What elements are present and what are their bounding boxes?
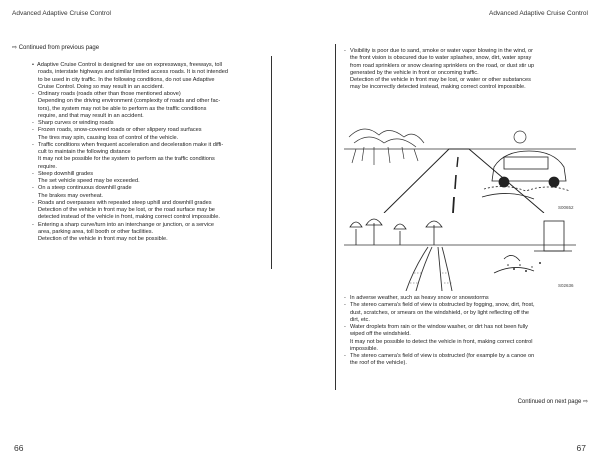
condition-title: - Steep downhill grades [32,170,94,177]
page-number-right: 67 [576,443,586,453]
condition-item [344,295,582,302]
right-top-list [344,48,582,92]
condition-item [344,48,582,92]
condition-item [32,142,264,171]
condition-item [32,185,264,200]
condition-detail: It may not be possible to detect the vehicle in front, making correct control [350,338,533,345]
condition-detail: It may not be possible for the system to perform as the traffic conditions [38,156,215,163]
figure-id-2: S02636 [558,283,574,288]
condition-item [32,222,264,244]
condition-title: - Entering a sharp curve/turn into an interchange or junction, or a service [32,221,214,228]
right-bottom-list [344,295,582,368]
condition-title: - On a steep continuous downhill grade [32,185,132,192]
condition-title: - In adverse weather, such as heavy snow or snowstorms [344,295,489,301]
continued-on-next: Continued on next page ⇨ [517,399,588,405]
intro-paragraph: • Adaptive Cruise Control is designed for use on expressways, freeways, toll roads, interstate highways and similar limited access roads. It is not intended to be used in city traffic. In the following conditions, do not use Adaptive Cruise Control. Doing so may result in an accident. [32,62,228,90]
condition-title-cont: generated by the vehicle in front or oncoming traffic. [350,69,479,76]
condition-title-cont: dust, scratches, or smears on the windshield, or by light reflecting off the [350,309,529,316]
road-spray-illustration [344,117,576,213]
bullet-mark: • [32,62,34,68]
condition-item [32,171,264,186]
condition-title-cont: the roof of the vehicle). [350,360,407,367]
condition-title: - Frozen roads, snow-covered roads or other slippery road surfaces [32,127,202,134]
condition-item [32,91,264,120]
condition-item [32,200,264,222]
condition-item [344,353,582,368]
condition-title: - Ordinary roads (roads other than those mentioned above) [32,91,181,97]
condition-title-cont: cult to maintain the following distance [38,149,131,155]
figure-id-1: S00652 [558,205,574,210]
left-notice-box [22,56,272,269]
snow-dirt-windshield-illustration [344,213,576,291]
condition-title: - The stereo camera's field of view is obstructed (for example by a canoe on [344,353,535,359]
condition-title: - Traffic conditions when frequent acceleration and deceleration make it diffi- [32,141,224,148]
condition-detail: Detection of the vehicle in front may be lost, or the road surface may be [38,207,215,213]
condition-detail: Detection of the vehicle in front may not be possible. [38,236,168,242]
condition-detail: require. [38,163,57,170]
condition-title-cont: wiped off the windshield. [350,331,411,338]
condition-title: - Visibility is poor due to sand, smoke or water vapor blowing in the wind, or [344,48,534,54]
condition-title-cont: area, parking area, toll booth or other facilities. [38,228,154,235]
condition-title: - Sharp curves or winding roads [32,120,114,126]
condition-detail: The brakes may overheat. [38,192,103,199]
continued-from-previous: ⇨ Continued from previous page [12,45,100,51]
condition-item [344,324,582,353]
condition-item [32,127,264,142]
condition-detail: The set vehicle speed may be exceeded. [38,178,140,184]
condition-item [344,302,582,324]
condition-detail: Detection of the vehicle in front may be lost, or water or other substances [350,77,531,83]
condition-item [32,120,264,127]
condition-title: - The stereo camera's field of view is obstructed by fogging, snow, dirt, frost, [344,302,535,309]
condition-detail: may be incorrectly detected instead, making correct control impossible. [350,84,526,91]
left-notice-text [32,62,264,243]
condition-detail: impossible. [350,345,378,352]
condition-title: - Water droplets from rain or the window washer, or dirt has not been fully [344,324,528,330]
condition-title: - Roads and overpasses with repeated steep uphill and downhill grades [32,199,212,206]
right-notice-box [335,44,585,390]
condition-list [32,91,264,243]
running-header-right: Advanced Adaptive Cruise Control [488,10,588,17]
condition-detail: tors), the system may not be able to perform as the traffic conditions [38,105,207,112]
condition-detail: detected instead of the vehicle in front, making correct control impossible. [38,214,220,221]
condition-detail: require, and that may result in an accident. [38,112,144,119]
condition-title-cont: dirt, etc. [350,316,370,323]
running-header-left: Advanced Adaptive Cruise Control [12,10,112,17]
condition-detail: The tires may spin, causing loss of control of the vehicle. [38,134,179,141]
condition-detail: Depending on the driving environment (complexity of roads and other fac- [38,98,221,105]
condition-title-cont: the front vision is obscured due to water splashes, snow, dirt, water spray [350,55,532,62]
condition-title-cont: from road sprinklers or snow clearing sprinklers on the road, or dust stir up [350,62,535,69]
page-number-left: 66 [14,443,24,453]
